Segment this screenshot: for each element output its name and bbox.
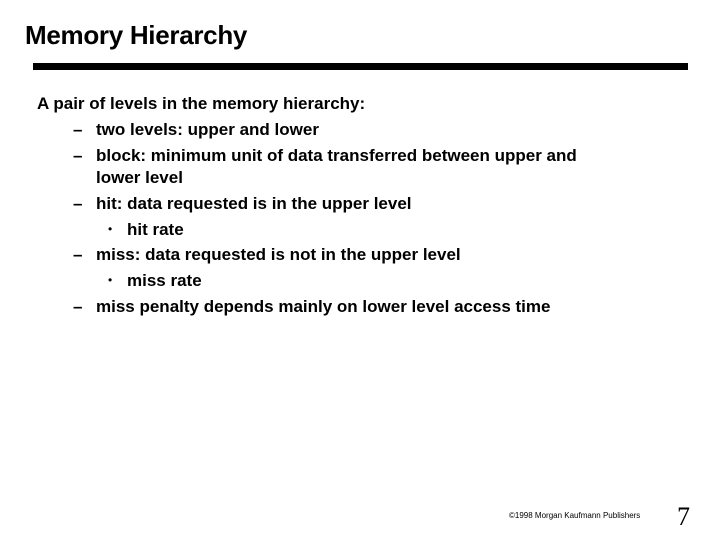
dash-icon: – — [73, 120, 83, 139]
bullet-text: hit: data requested is in the upper level — [96, 194, 412, 213]
title-divider — [33, 63, 688, 70]
sub-bullet-text: hit rate — [127, 220, 184, 239]
bullet-text: miss: data requested is not in the upper level — [96, 245, 461, 264]
bullet-dot-icon: • — [108, 273, 113, 287]
sub-bullet-text: miss rate — [127, 271, 202, 290]
dash-icon: – — [73, 146, 83, 165]
bullet-text: miss penalty depends mainly on lower level access time — [96, 297, 551, 316]
bullet-text: block: minimum unit of data transferred between upper and — [96, 146, 577, 165]
page-number: 7 — [677, 502, 690, 531]
bullet-continuation: lower level — [96, 168, 183, 187]
bullet-dot-icon: • — [108, 222, 113, 236]
slide-title: Memory Hierarchy — [25, 20, 248, 50]
copyright-footer: ©1998 Morgan Kaufmann Publishers — [509, 511, 641, 520]
dash-icon: – — [73, 297, 83, 316]
dash-icon: – — [73, 245, 83, 264]
intro-text: A pair of levels in the memory hierarchy: — [37, 94, 366, 113]
bullet-text: two levels: upper and lower — [96, 120, 319, 139]
dash-icon: – — [73, 194, 83, 213]
